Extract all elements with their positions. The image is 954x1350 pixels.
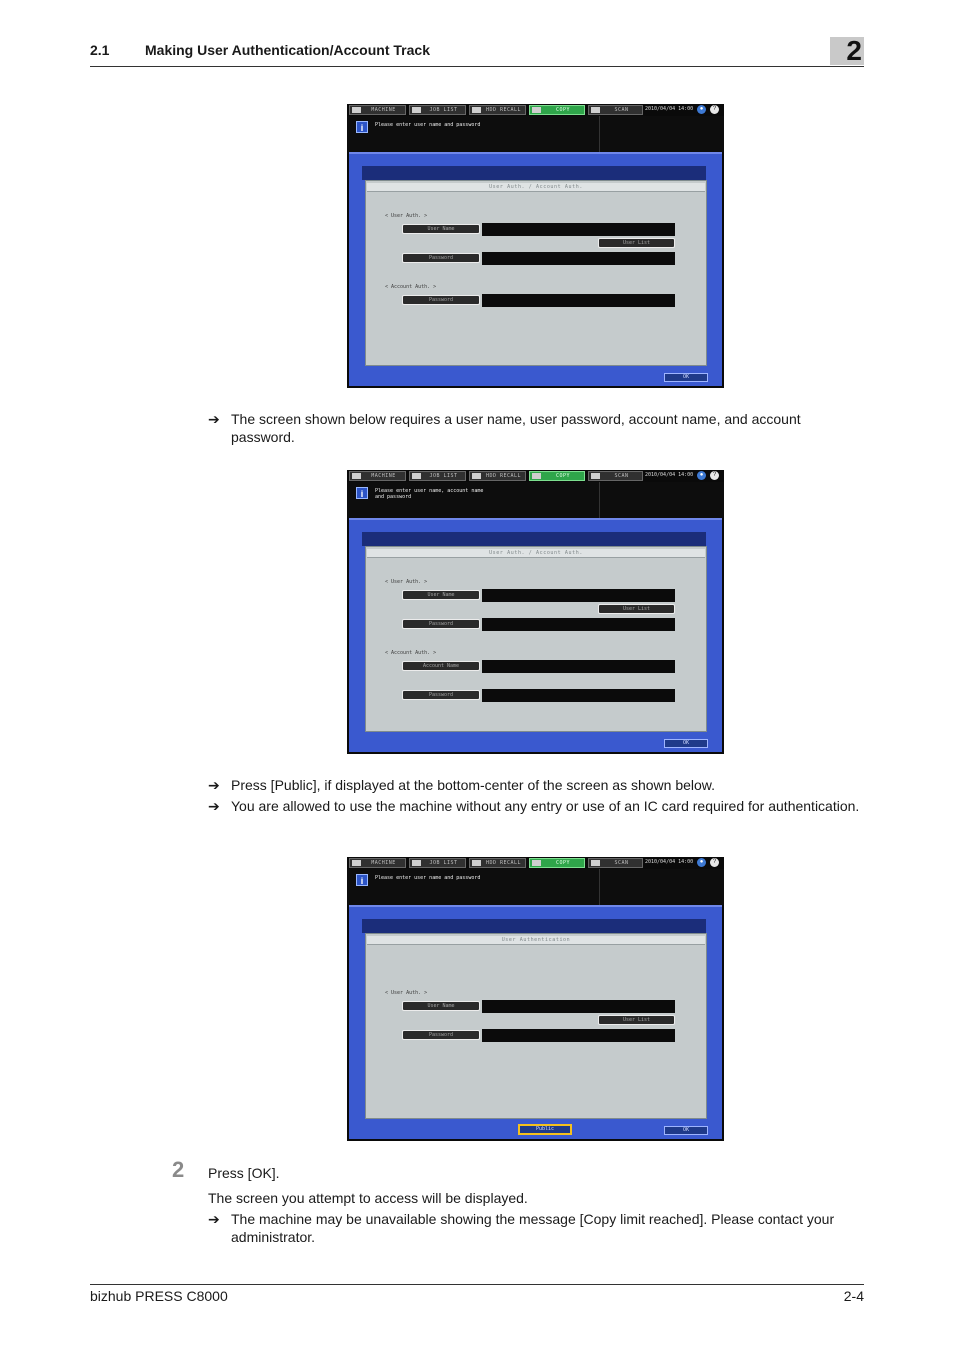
step-text: Press [OK].	[208, 1165, 280, 1181]
datetime: 2010/04/04 14:00	[645, 859, 694, 865]
arrow-icon: ➔	[208, 777, 220, 793]
tab-machine[interactable]: MACHINE	[349, 471, 406, 481]
dialog-title: User Auth. / Account Auth.	[367, 549, 705, 558]
datetime: 2010/04/04 14:00	[645, 106, 694, 112]
note-1: ➔ The screen shown below requires a user name, user password, account name, and account password.	[208, 411, 801, 445]
scan-icon	[591, 473, 600, 479]
main-panel	[349, 152, 722, 386]
user-name-field[interactable]	[482, 589, 675, 602]
account-password-field[interactable]	[482, 689, 675, 702]
hdd-icon	[472, 473, 481, 479]
datetime: 2010/04/04 14:00	[645, 472, 694, 478]
tab-copy[interactable]: COPY	[529, 105, 585, 115]
tab-machine[interactable]: MACHINE	[349, 858, 406, 868]
copy-icon	[532, 473, 541, 479]
user-name-button[interactable]: User Name	[402, 224, 480, 234]
tab-bar	[347, 470, 724, 482]
user-list-button[interactable]: User List	[598, 1015, 675, 1025]
tab-job-list[interactable]: JOB LIST	[409, 105, 466, 115]
user-name-field[interactable]	[482, 1000, 675, 1013]
password-field[interactable]	[482, 1029, 675, 1042]
account-name-field[interactable]	[482, 660, 675, 673]
dialog-title: User Auth. / Account Auth.	[367, 183, 705, 192]
ok-button[interactable]: OK	[664, 1126, 708, 1135]
account-auth-group-label: < Account Auth. >	[385, 650, 437, 656]
chapter-number: 2	[846, 35, 862, 66]
info-icon: i	[356, 874, 368, 886]
tab-bar	[347, 104, 724, 116]
user-list-button[interactable]: User List	[598, 238, 675, 248]
help-icon[interactable]: ?	[710, 858, 719, 867]
divider	[599, 869, 600, 905]
dialog-strip	[362, 166, 706, 180]
machine-icon	[352, 860, 361, 866]
auth-dialog	[365, 933, 707, 1119]
globe-icon[interactable]: ●	[697, 858, 706, 867]
tab-copy[interactable]: COPY	[529, 471, 585, 481]
screenshot-user-account-name-auth	[347, 470, 724, 754]
arrow-icon: ➔	[208, 1211, 220, 1227]
tab-copy[interactable]: COPY	[529, 858, 585, 868]
note-3: ➔ You are allowed to use the machine without any entry or use of an IC card required for authentication.	[208, 798, 860, 814]
scan-icon	[591, 860, 600, 866]
divider	[599, 482, 600, 518]
tab-machine[interactable]: MACHINE	[349, 105, 406, 115]
arrow-icon: ➔	[208, 411, 220, 427]
password-button[interactable]: Password	[402, 253, 480, 263]
message-bar	[347, 869, 724, 905]
step-number: 2	[172, 1157, 185, 1182]
user-name-button[interactable]: User Name	[402, 590, 480, 600]
password-button[interactable]: Password	[402, 619, 480, 629]
screenshot-user-auth-public	[347, 857, 724, 1141]
tab-scan[interactable]: SCAN	[588, 471, 643, 481]
page-footer	[90, 1284, 864, 1304]
dialog-strip	[362, 532, 706, 546]
account-password-button[interactable]: Password	[402, 295, 480, 305]
copy-icon	[532, 860, 541, 866]
machine-icon	[352, 107, 361, 113]
machine-icon	[352, 473, 361, 479]
globe-icon[interactable]: ●	[697, 105, 706, 114]
page-header	[90, 35, 864, 67]
user-auth-group-label: < User Auth. >	[385, 213, 428, 219]
job-list-icon	[412, 473, 421, 479]
message-text: Please enter user name, account name and password	[375, 488, 484, 500]
user-auth-group-label: < User Auth. >	[385, 579, 428, 585]
main-panel	[349, 905, 722, 1139]
user-auth-group-label: < User Auth. >	[385, 990, 428, 996]
hdd-icon	[472, 860, 481, 866]
user-name-button[interactable]: User Name	[402, 1001, 480, 1011]
hdd-icon	[472, 107, 481, 113]
message-text: Please enter user name and password	[375, 875, 481, 881]
public-button[interactable]: Public	[518, 1124, 572, 1135]
tab-hdd-recall[interactable]: HDD RECALL	[469, 858, 526, 868]
tab-hdd-recall[interactable]: HDD RECALL	[469, 105, 526, 115]
info-icon: i	[356, 121, 368, 133]
product-name: bizhub PRESS C8000	[90, 1288, 228, 1304]
dialog-strip	[362, 919, 706, 933]
auth-dialog	[365, 546, 707, 732]
user-name-field[interactable]	[482, 223, 675, 236]
section-number: 2.1	[90, 42, 110, 58]
help-icon[interactable]: ?	[710, 105, 719, 114]
password-field[interactable]	[482, 618, 675, 631]
password-field[interactable]	[482, 252, 675, 265]
note-4: ➔ The machine may be unavailable showing the message [Copy limit reached]. Please contact your administrator.	[208, 1211, 835, 1245]
tab-hdd-recall[interactable]: HDD RECALL	[469, 471, 526, 481]
password-button[interactable]: Password	[402, 1030, 480, 1040]
message-text: Please enter user name and password	[375, 122, 481, 128]
tab-job-list[interactable]: JOB LIST	[409, 471, 466, 481]
section-title: Making User Authentication/Account Track	[145, 42, 430, 58]
page-number: 2-4	[843, 1288, 864, 1304]
note-2: ➔ Press [Public], if displayed at the bottom-center of the screen as shown below.	[208, 777, 716, 793]
arrow-icon: ➔	[208, 798, 220, 814]
copy-icon	[532, 107, 541, 113]
ok-button[interactable]: OK	[664, 373, 708, 382]
account-password-field[interactable]	[482, 294, 675, 307]
tab-scan[interactable]: SCAN	[588, 105, 643, 115]
account-password-button[interactable]: Password	[402, 690, 480, 700]
tab-job-list[interactable]: JOB LIST	[409, 858, 466, 868]
account-auth-group-label: < Account Auth. >	[385, 284, 437, 290]
chapter-badge	[830, 37, 864, 65]
account-name-button[interactable]: Account Name	[402, 661, 480, 671]
result-text: The screen you attempt to access will be displayed.	[208, 1190, 528, 1206]
ok-button[interactable]: OK	[664, 739, 708, 748]
help-icon[interactable]: ?	[710, 471, 719, 480]
scan-icon	[591, 107, 600, 113]
message-bar	[347, 116, 724, 152]
user-list-button[interactable]: User List	[598, 604, 675, 614]
main-panel	[349, 518, 722, 752]
auth-dialog	[365, 180, 707, 366]
tab-scan[interactable]: SCAN	[588, 858, 643, 868]
screenshot-user-account-auth	[347, 104, 724, 388]
divider	[599, 116, 600, 152]
job-list-icon	[412, 107, 421, 113]
dialog-title: User Authentication	[367, 936, 705, 945]
message-bar	[347, 482, 724, 518]
info-icon: i	[356, 487, 368, 499]
job-list-icon	[412, 860, 421, 866]
tab-bar	[347, 857, 724, 869]
globe-icon[interactable]: ●	[697, 471, 706, 480]
